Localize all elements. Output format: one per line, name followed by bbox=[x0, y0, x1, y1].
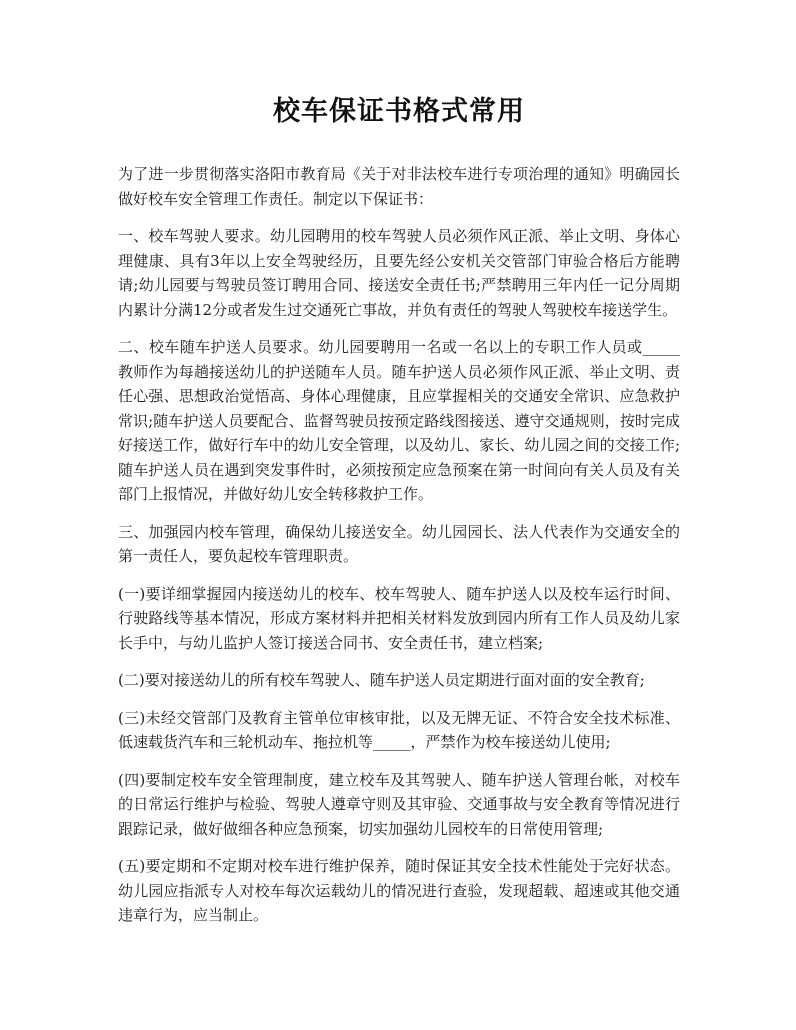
intro-paragraph: 为了进一步贯彻落实洛阳市教育局《关于对非法校车进行专项治理的通知》明确园长做好校车安全管理工作责任。制定以下保证书： bbox=[118, 165, 680, 208]
section-1-driver-requirements: 一、校车驾驶人要求。幼儿园聘用的校车驾驶人员必须作风正派、举止文明、身体心理健康、具有3年以上安全驾驶经历，且要先经公安机关交管部门审验合格后方能聘请;幼儿园要与驾驶员签订聘用合同、接送安全责任书;严禁聘用三年内任一记分周期内累计分满12分或者发生过交通死亡事故，并负有责任的驾驶人驾驶校车接送学生。 bbox=[118, 227, 680, 319]
section-3-management: 三、加强园内校车管理，确保幼儿接送安全。幼儿园园长、法人代表作为交通安全的第一责任人，要负起校车管理职责。 bbox=[118, 522, 680, 565]
section-2-escort-requirements: 二、校车随车护送人员要求。幼儿园要聘用一名或一名以上的专职工作人员或_____教师作为每趟接送幼儿的护送随车人员。随车护送人员必须作风正派、举止文明、责任心强、思想政治觉悟高、身体心理健康，且应掌握相关的交通安全常识、应急救护常识;随车护送人员要配合、监督驾驶员按预定路线图接送、遵守交通规则，按时完成好接送工作，做好行车中的幼儿安全管理，以及幼儿、家长、幼儿园之间的交接工作;随车护送人员在遇到突发事件时，必须按预定应急预案在第一时间向有关人员及有关部门上报情况，并做好幼儿安全转移救护工作。 bbox=[118, 338, 680, 503]
clause-4-management-system: (四)要制定校车安全管理制度，建立校车及其驾驶人、随车护送人管理台帐，对校车的日常运行维护与检验、驾驶人遵章守则及其审验、交通事故与安全教育等情况进行跟踪记录，做好做细各种应急预案，切实加强幼儿园校车的日常使用管理; bbox=[118, 770, 680, 838]
clause-2-education: (二)要对接送幼儿的所有校车驾驶人、随车护送人员定期进行面对面的安全教育; bbox=[118, 671, 645, 689]
clause-1-records: (一)要详细掌握园内接送幼儿的校车、校车驾驶人、随车护送人以及校车运行时间、行驶路线等基本情况，形成方案材料并把相关材料发放到园内所有工作人员及幼儿家长手中，与幼儿监护人签订接送合同书、安全责任书，建立档案; bbox=[118, 584, 680, 652]
clause-5-maintenance: (五)要定期和不定期对校车进行维护保养，随时保证其安全技术性能处于完好状态。幼儿园应指派专人对校车每次运载幼儿的情况进行查验，发现超载、超速或其他交通违章行为，应当制止。 bbox=[118, 857, 680, 924]
clause-3-vehicle-restrictions: (三)未经交管部门及教育主管单位审核审批，以及无牌无证、不符合安全技术标准、低速载货汽车和三轮机动车、拖拉机等_____，严禁作为校车接送幼儿使用; bbox=[118, 708, 680, 751]
document-title: 校车保证书格式常用 bbox=[273, 96, 525, 127]
